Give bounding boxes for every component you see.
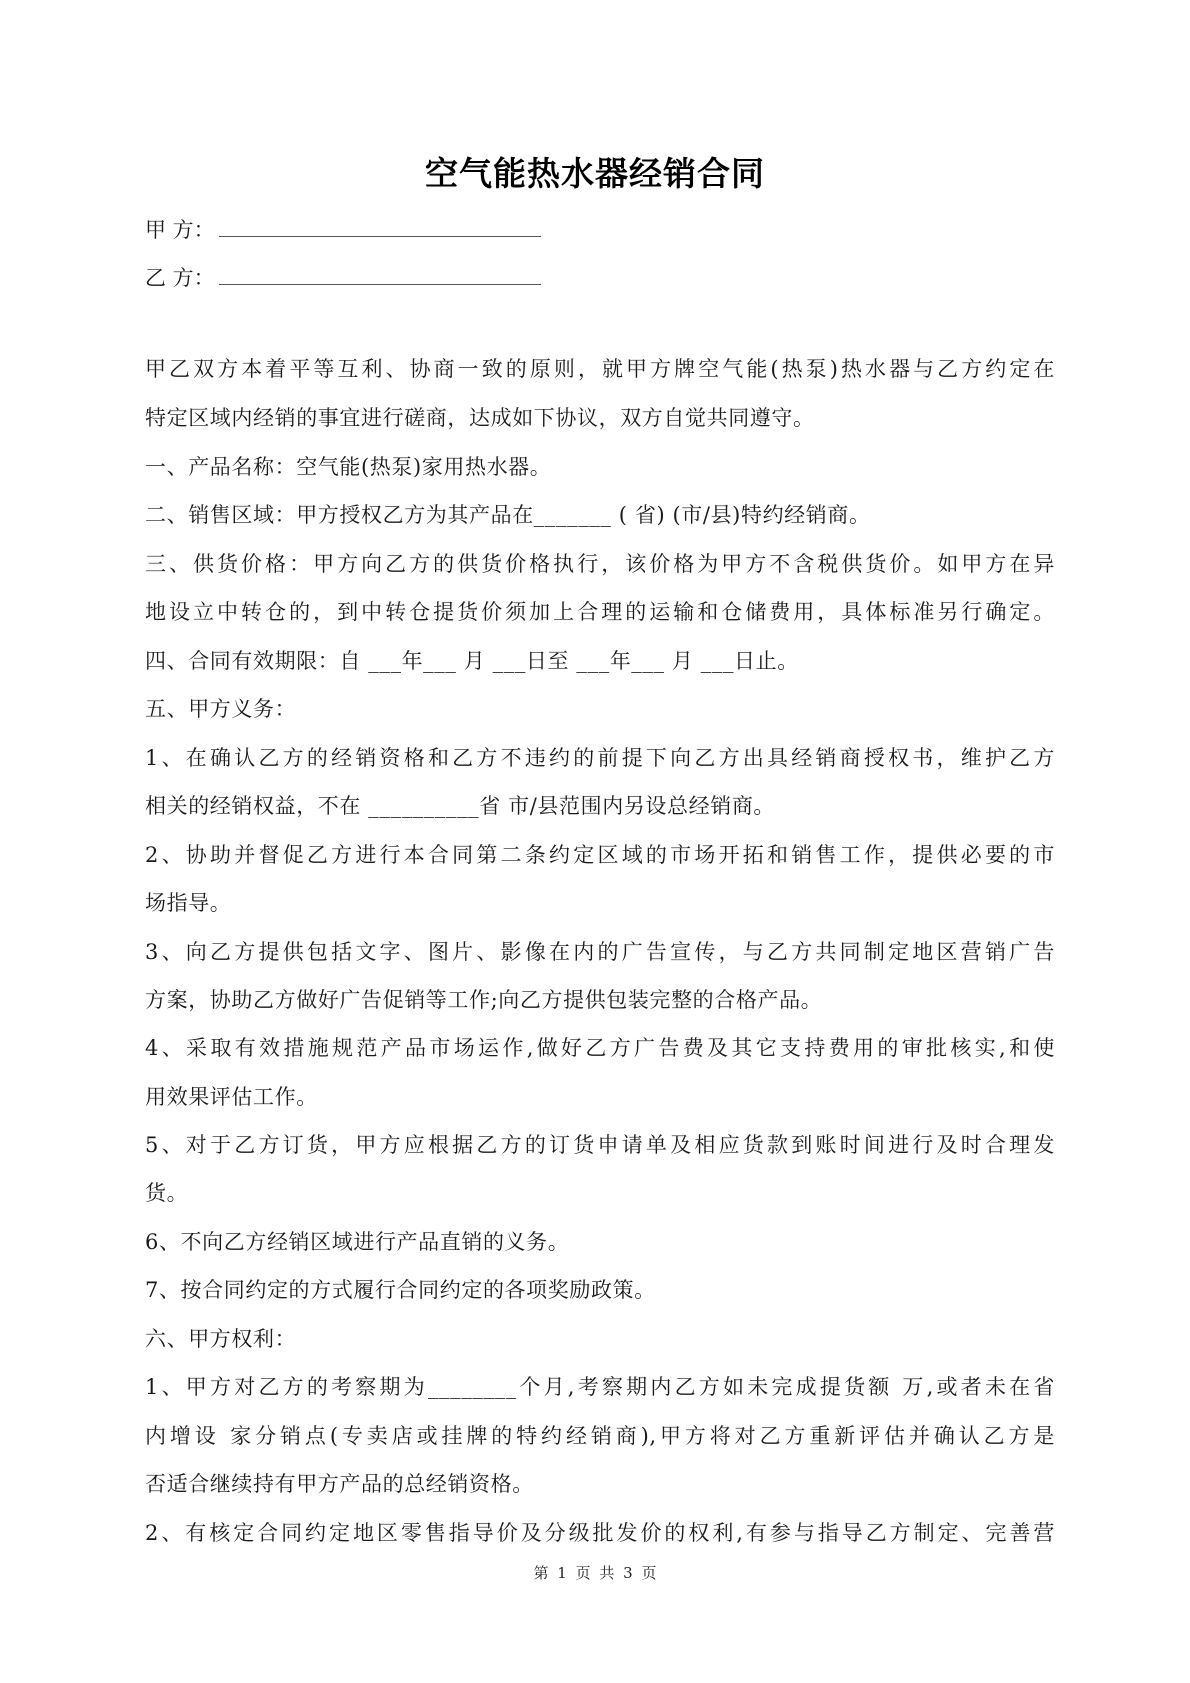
party-b-blank bbox=[219, 264, 541, 285]
contract-line: 否适合继续持有甲方产品的总经销资格。 bbox=[145, 1472, 534, 1496]
contract-line: 五、甲方义务： bbox=[145, 697, 297, 721]
contract-line: 内增设 家分销点(专卖店或挂牌的特约经销商),甲方将对乙方重新评估并确认乙方是 bbox=[145, 1424, 1055, 1448]
party-a-label: 甲 方： bbox=[145, 218, 215, 242]
page-footer: 第 1 页 共 3 页 bbox=[533, 1564, 657, 1582]
contract-line: 六、甲方权利： bbox=[145, 1327, 297, 1351]
contract-line: 1、甲方对乙方的考察期为________个月,考察期内乙方如未完成提货额 万,或者未在省 bbox=[145, 1375, 1055, 1399]
contract-line: 二、销售区域：甲方授权乙方为其产品在_______ ( 省) (市/县)特约经销商。 bbox=[145, 503, 871, 527]
contract-line: 3、向乙方提供包括文字、图片、影像在内的广告宣传，与乙方共同制定地区营销广告 bbox=[145, 940, 1055, 964]
contract-line: 4、采取有效措施规范产品市场运作,做好乙方广告费及其它支持费用的审批核实,和使 bbox=[145, 1036, 1055, 1060]
contract-line: 四、合同有效期限：自 ___年___ 月 ___日至 ___年___ 月 ___日止。 bbox=[145, 649, 799, 673]
contract-line: 6、不向乙方经销区域进行产品直销的义务。 bbox=[145, 1230, 570, 1254]
contract-line: 一、产品名称：空气能(热泵)家用热水器。 bbox=[145, 455, 552, 479]
contract-line: 地设立中转仓的，到中转仓提货价须加上合理的运输和仓储费用，具体标准另行确定。 bbox=[145, 600, 1055, 624]
contract-line: 三、供货价格：甲方向乙方的供货价格执行，该价格为甲方不含税供货价。如甲方在异 bbox=[145, 552, 1055, 576]
document-title: 空气能热水器经销合同 bbox=[425, 154, 765, 193]
contract-line: 2、有核定合同约定地区零售指导价及分级批发价的权利,有参与指导乙方制定、完善营 bbox=[145, 1521, 1055, 1545]
contract-line: 7、按合同约定的方式履行合同约定的各项奖励政策。 bbox=[145, 1278, 656, 1302]
contract-line: 甲乙双方本着平等互利、协商一致的原则，就甲方牌空气能(热泵)热水器与乙方约定在 bbox=[145, 357, 1055, 381]
party-b-label: 乙 方： bbox=[145, 266, 215, 290]
party-b-field bbox=[145, 263, 541, 293]
contract-line: 场指导。 bbox=[145, 891, 232, 915]
party-a-field bbox=[145, 215, 541, 245]
contract-line: 相关的经销权益，不在 __________省 市/县范围内另设总经销商。 bbox=[145, 794, 776, 818]
party-a-blank bbox=[219, 216, 541, 237]
contract-line: 1、在确认乙方的经销资格和乙方不违约的前提下向乙方出具经销商授权书，维护乙方 bbox=[145, 746, 1055, 770]
contract-line: 特定区域内经销的事宜进行磋商，达成如下协议，双方自觉共同遵守。 bbox=[145, 406, 815, 430]
contract-line: 2、协助并督促乙方进行本合同第二条约定区域的市场开拓和销售工作，提供必要的市 bbox=[145, 843, 1055, 867]
contract-line: 用效果评估工作。 bbox=[145, 1085, 318, 1109]
contract-line: 货。 bbox=[145, 1181, 189, 1205]
contract-line: 方案，协助乙方做好广告促销等工作;向乙方提供包装完整的合格产品。 bbox=[145, 988, 823, 1012]
contract-line: 5、对于乙方订货，甲方应根据乙方的订货申请单及相应货款到账时间进行及时合理发 bbox=[145, 1133, 1055, 1157]
